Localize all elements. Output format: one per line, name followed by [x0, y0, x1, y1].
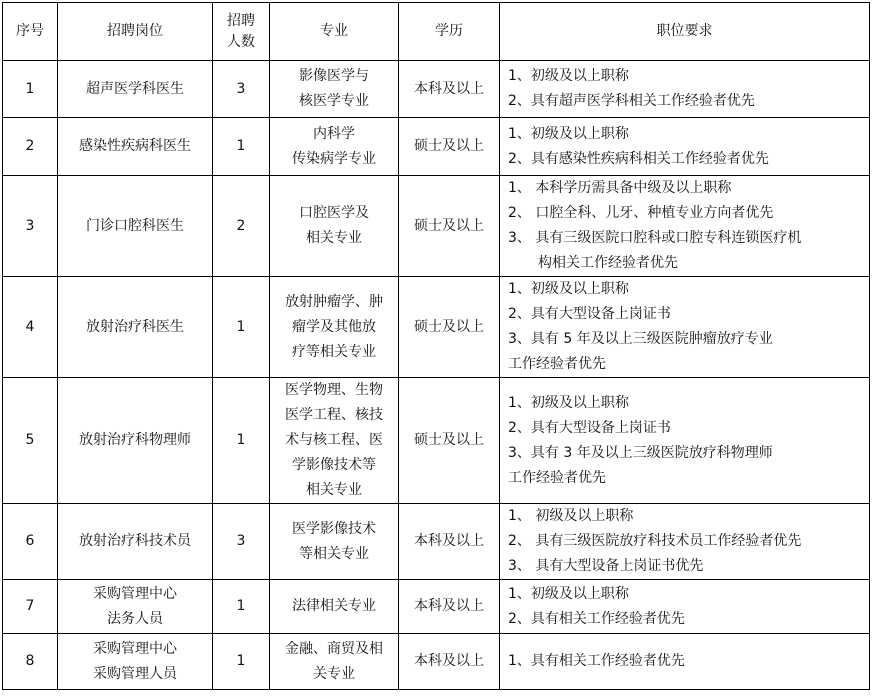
requirement-line: 1、初级及以上职称 — [508, 394, 629, 411]
cell-count: 3 — [213, 61, 270, 118]
table-row — [3, 580, 870, 634]
major-line: 口腔医学及 — [299, 205, 369, 221]
requirement-line: 2、具有相关工作经验者优先 — [508, 610, 685, 627]
requirement-line: 2、 具有三级医院放疗科技术员工作经验者优先 — [508, 533, 802, 549]
cell-major — [270, 378, 399, 504]
major-line: 法律相关专业 — [292, 598, 376, 614]
header-major: 专业 — [270, 3, 399, 61]
major-line: 医学工程、核技 — [285, 407, 383, 423]
cell-seq: 8 — [3, 634, 58, 690]
position-line: 感染性疾病科医生 — [79, 138, 191, 154]
cell-seq: 7 — [3, 580, 58, 634]
cell-major — [270, 580, 399, 634]
cell-requirements — [500, 580, 870, 634]
requirement-line: 3、 具有大型设备上岗证书优先 — [508, 558, 704, 574]
major-line: 相关专业 — [306, 230, 362, 246]
cell-requirements — [500, 378, 870, 504]
cell-position — [58, 580, 213, 634]
major-line: 医学物理、生物 — [285, 382, 383, 398]
cell-position — [58, 277, 213, 378]
requirement-line: 2、 口腔全科、儿牙、种植专业方向者优先 — [508, 205, 774, 221]
recruitment-table — [2, 2, 870, 690]
cell-position — [58, 176, 213, 277]
header-row — [3, 3, 870, 61]
table-row — [3, 61, 870, 118]
cell-count: 1 — [213, 580, 270, 634]
cell-major — [270, 504, 399, 580]
major-line: 金融、商贸及相 — [285, 640, 383, 657]
cell-education: 本科及以上 — [399, 61, 500, 118]
requirement-line: 构相关工作经验者优先 — [538, 255, 678, 271]
cell-count: 1 — [213, 277, 270, 378]
position-line: 采购管理中心 — [93, 640, 177, 657]
requirement-line: 2、具有感染性疾病科相关工作经验者优先 — [508, 150, 769, 167]
cell-major — [270, 118, 399, 176]
major-line: 传染病学专业 — [292, 150, 376, 167]
requirement-line: 1、初级及以上职称 — [508, 125, 629, 142]
header-position: 招聘岗位 — [58, 3, 213, 61]
major-line: 医学影像技术 — [292, 520, 376, 537]
major-line: 内科学 — [313, 125, 355, 142]
cell-position — [58, 634, 213, 690]
cell-major — [270, 61, 399, 118]
header-count-line1: 招聘 — [227, 12, 255, 29]
cell-position — [58, 118, 213, 176]
cell-requirements — [500, 634, 870, 690]
major-line: 放射肿瘤学、肿 — [285, 293, 383, 310]
cell-major — [270, 277, 399, 378]
major-line: 学影像技术等 — [292, 457, 376, 473]
cell-education: 本科及以上 — [399, 634, 500, 690]
major-line: 疗等相关专业 — [292, 343, 376, 360]
requirement-line: 3、 具有三级医院口腔科或口腔专科连锁医疗机 — [508, 230, 802, 246]
table-row — [3, 634, 870, 690]
cell-count: 1 — [213, 634, 270, 690]
cell-education: 本科及以上 — [399, 580, 500, 634]
cell-requirements — [500, 277, 870, 378]
header-count — [213, 3, 270, 61]
requirement-line: 1、 初级及以上职称 — [508, 508, 634, 524]
position-line: 放射治疗科技术员 — [79, 533, 191, 549]
major-line: 瘤学及其他放 — [292, 318, 376, 335]
cell-requirements — [500, 118, 870, 176]
requirement-line: 2、具有大型设备上岗证书 — [508, 306, 671, 322]
requirement-line: 工作经验者优先 — [508, 356, 606, 372]
requirement-line: 1、初级及以上职称 — [508, 68, 629, 84]
cell-requirements — [500, 504, 870, 580]
table-row — [3, 277, 870, 378]
cell-position — [58, 504, 213, 580]
cell-education: 硕士及以上 — [399, 176, 500, 277]
cell-seq: 4 — [3, 277, 58, 378]
requirement-line: 1、具有相关工作经验者优先 — [508, 653, 685, 669]
requirement-line: 1、初级及以上职称 — [508, 281, 629, 297]
cell-major — [270, 634, 399, 690]
major-line: 术与核工程、医 — [285, 432, 383, 448]
cell-count: 1 — [213, 118, 270, 176]
major-line: 关专业 — [313, 665, 355, 682]
position-line: 采购管理中心 — [93, 585, 177, 602]
cell-count: 3 — [213, 504, 270, 580]
header-seq: 序号 — [3, 3, 58, 61]
cell-seq: 3 — [3, 176, 58, 277]
requirement-line: 3、具有 5 年及以上三级医院肿瘤放疗专业 — [508, 331, 773, 347]
requirement-line: 1、 本科学历需具备中级及以上职称 — [508, 180, 732, 196]
requirement-line: 3、具有 3 年及以上三级医院放疗科物理师 — [508, 444, 773, 461]
cell-position — [58, 378, 213, 504]
cell-seq: 5 — [3, 378, 58, 504]
cell-requirements — [500, 176, 870, 277]
cell-position — [58, 61, 213, 118]
cell-education: 硕士及以上 — [399, 118, 500, 176]
position-line: 采购管理人员 — [93, 665, 177, 682]
cell-major — [270, 176, 399, 277]
position-line: 放射治疗科物理师 — [79, 432, 191, 448]
table-row — [3, 176, 870, 277]
cell-count: 2 — [213, 176, 270, 277]
requirement-line: 1、初级及以上职称 — [508, 585, 629, 602]
cell-seq: 2 — [3, 118, 58, 176]
table-row — [3, 378, 870, 504]
cell-requirements — [500, 61, 870, 118]
table-row — [3, 118, 870, 176]
requirement-line: 2、具有大型设备上岗证书 — [508, 419, 671, 436]
major-line: 等相关专业 — [299, 545, 369, 562]
position-line: 门诊口腔科医生 — [86, 217, 184, 234]
major-line: 相关专业 — [306, 482, 362, 498]
position-line: 超声医学科医生 — [86, 80, 184, 97]
cell-seq: 6 — [3, 504, 58, 580]
requirement-line: 2、具有超声医学科相关工作经验者优先 — [508, 93, 755, 109]
header-education: 学历 — [399, 3, 500, 61]
requirement-line: 工作经验者优先 — [508, 469, 606, 486]
table-row — [3, 504, 870, 580]
header-count-line2: 人数 — [227, 33, 255, 50]
table-body — [3, 61, 870, 690]
cell-education: 硕士及以上 — [399, 378, 500, 504]
cell-count: 1 — [213, 378, 270, 504]
cell-seq: 1 — [3, 61, 58, 118]
position-line: 放射治疗科医生 — [86, 318, 184, 335]
major-line: 核医学专业 — [299, 93, 369, 109]
major-line: 影像医学与 — [299, 68, 369, 84]
cell-education: 硕士及以上 — [399, 277, 500, 378]
header-requirements: 职位要求 — [500, 3, 870, 61]
position-line: 法务人员 — [107, 610, 163, 627]
cell-education: 本科及以上 — [399, 504, 500, 580]
